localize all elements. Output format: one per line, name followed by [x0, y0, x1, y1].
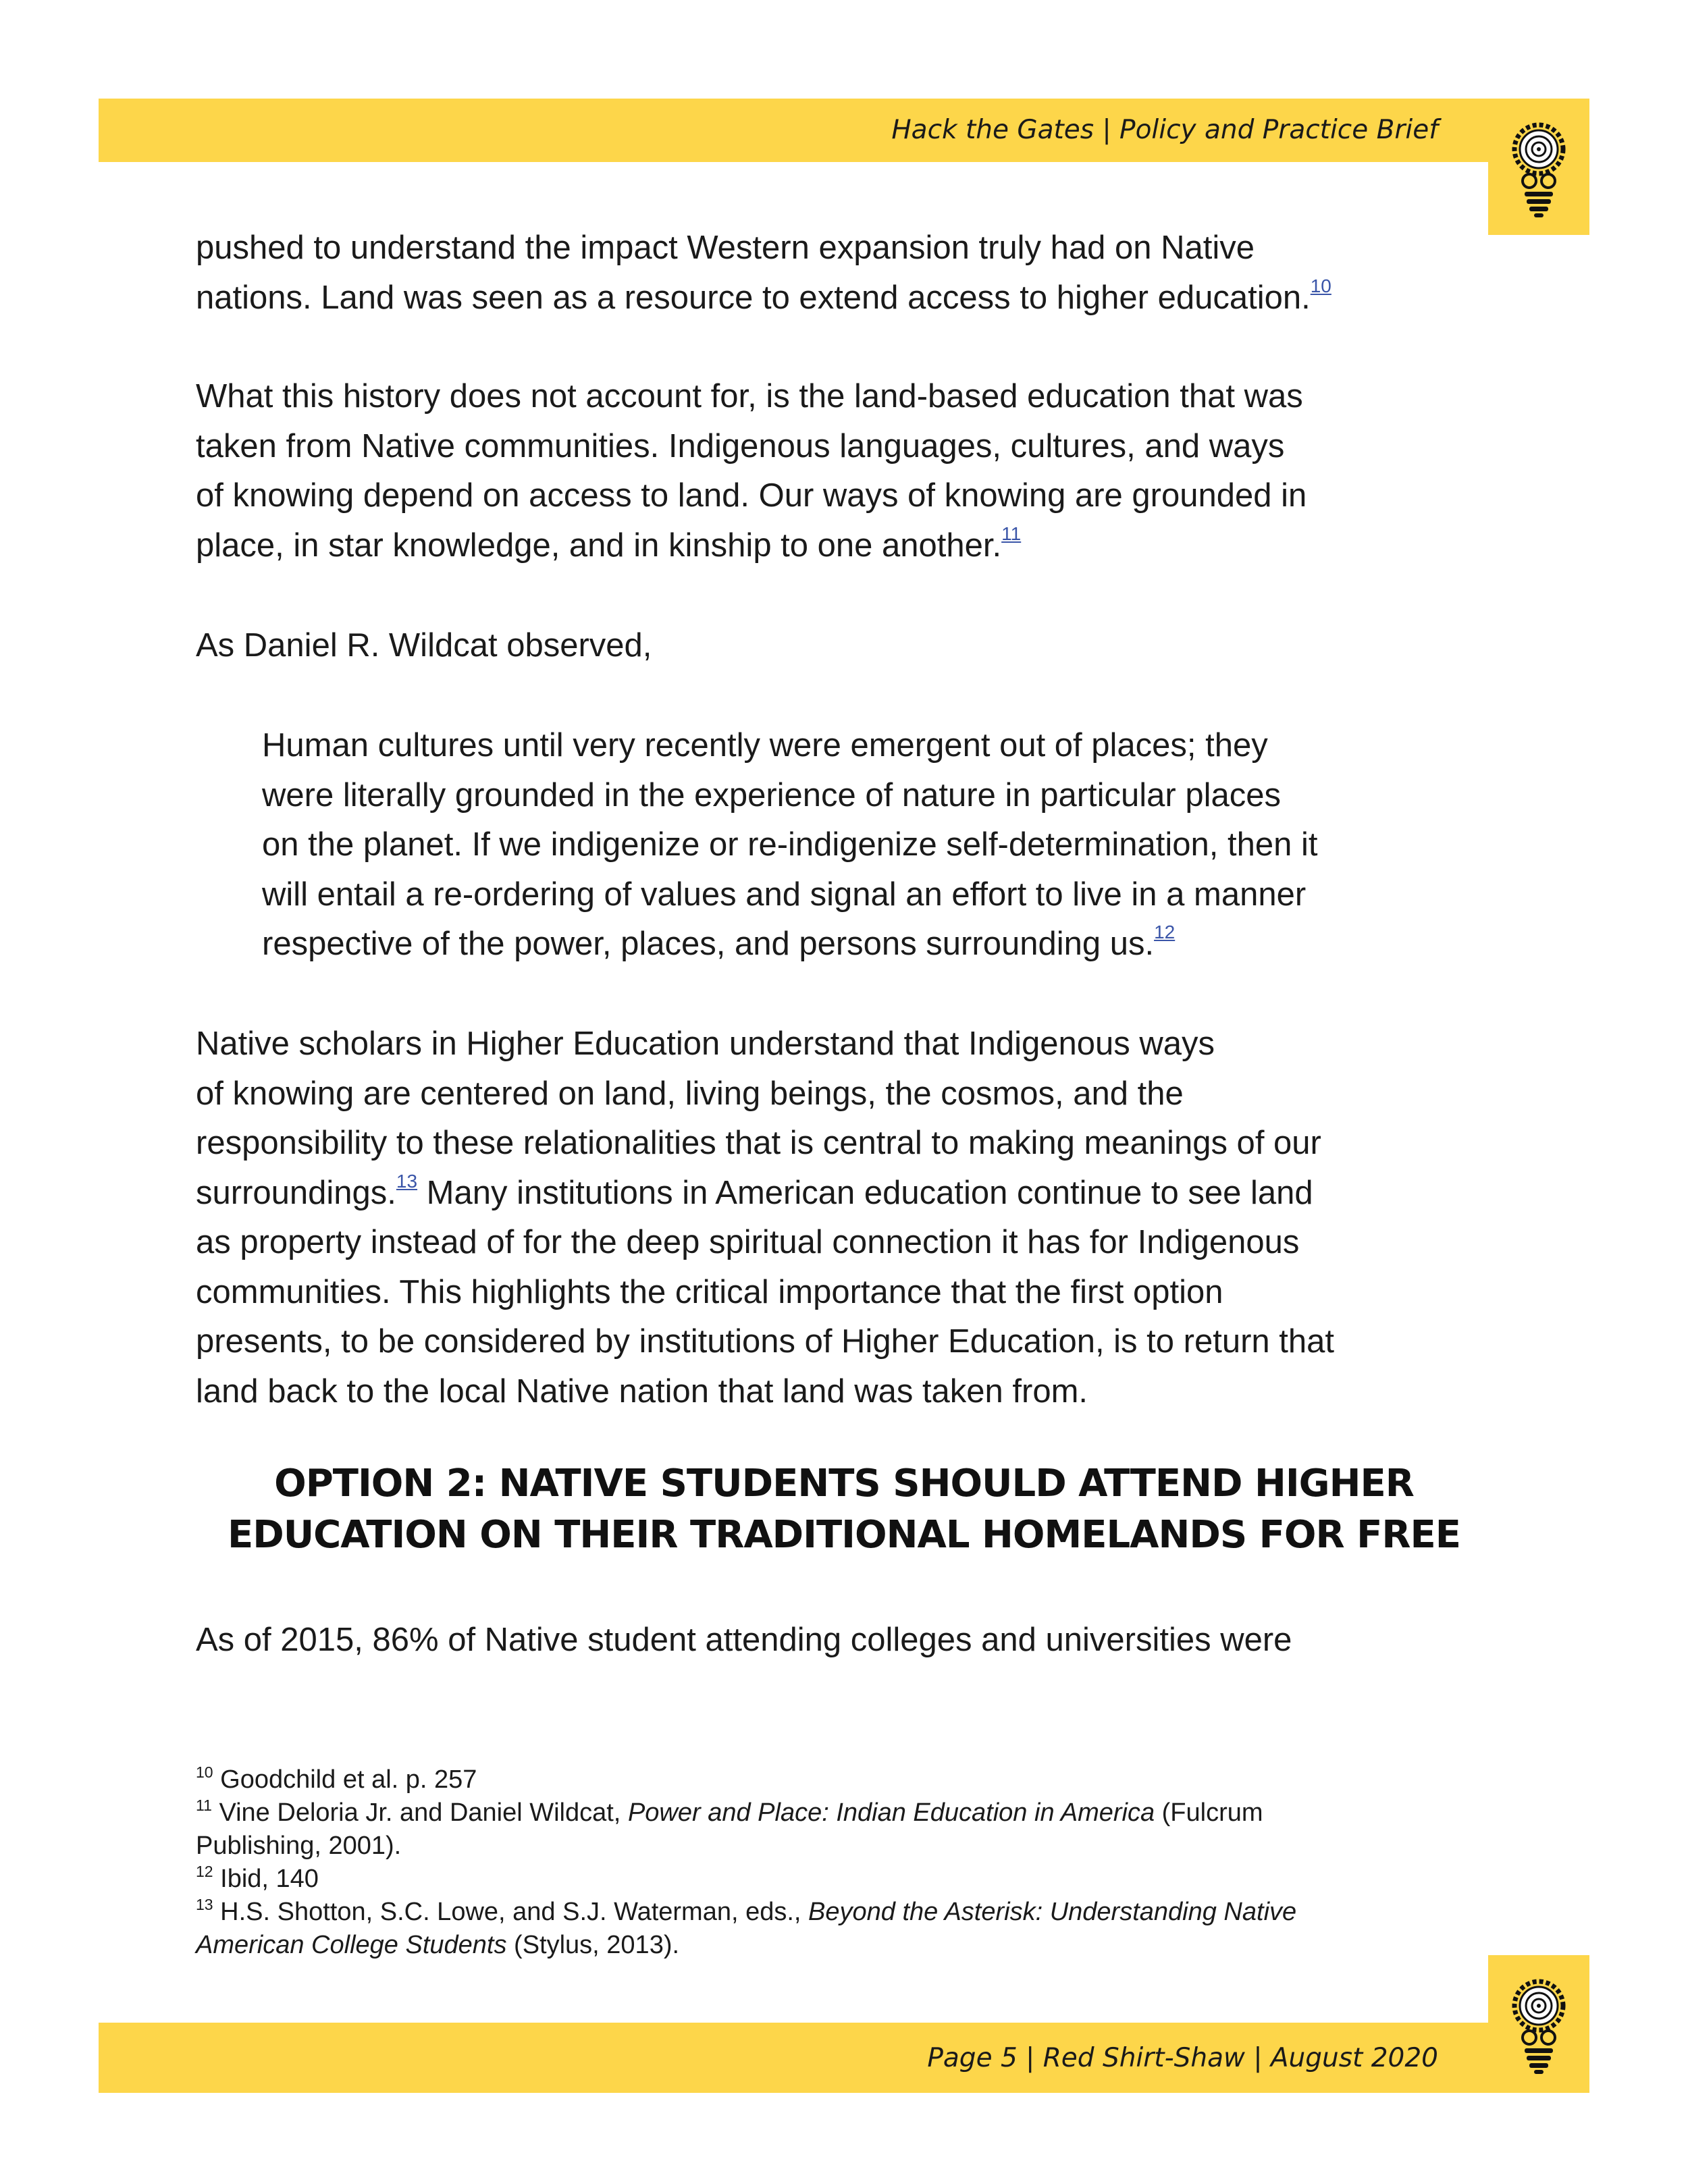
footnote-number: 12 [196, 1863, 213, 1880]
body-paragraph-4 [196, 1019, 1334, 1416]
footnote-text: Goodchild et al. p. 257 [213, 1765, 477, 1794]
body-line: communities. This highlights the critical importance that the first option [196, 1273, 1223, 1310]
body-line: place, in star knowledge, and in kinship to one another. [196, 527, 1002, 564]
footnote-ref-13[interactable]: 13 [396, 1170, 418, 1192]
body-line: Many institutions in American education continue to see land [417, 1174, 1313, 1211]
lightbulb-gear-icon [1508, 1975, 1569, 2077]
body-line: nations. Land was seen as a resource to extend access to higher education. [196, 279, 1311, 316]
running-header-title: Hack the Gates | Policy and Practice Brief [891, 115, 1438, 145]
footnote-11 [196, 1796, 1263, 1863]
footnote-ref-11[interactable]: 11 [1001, 523, 1022, 544]
footnote-10 [196, 1763, 477, 1796]
body-line: of knowing depend on access to land. Our ways of knowing are grounded in [196, 477, 1307, 514]
footnote-number: 11 [196, 1796, 212, 1814]
body-line: pushed to understand the impact Western expansion truly had on Native [196, 230, 1255, 266]
footnote-title: Power and Place: Indian Education in America [627, 1799, 1155, 1827]
body-paragraph-3: As Daniel R. Wildcat observed, [196, 627, 652, 664]
body-paragraph-1 [196, 223, 1331, 323]
footnote-title: American College Students [196, 1931, 507, 1959]
body-paragraph-2 [196, 372, 1307, 570]
footnote-12 [196, 1863, 319, 1896]
body-line: of knowing are centered on land, living beings, the cosmos, and the [196, 1075, 1184, 1112]
footnote-text: Publishing, 2001). [196, 1832, 402, 1860]
body-line: presents, to be considered by institutions of Higher Education, is to return that [196, 1323, 1335, 1360]
body-line: surroundings. [196, 1174, 396, 1211]
quote-line: Human cultures until very recently were emergent out of places; they [262, 727, 1268, 764]
footnote-13 [196, 1896, 1296, 1962]
footnote-text: (Stylus, 2013). [506, 1931, 680, 1959]
body-line: land back to the local Native nation that land was taken from. [196, 1373, 1088, 1410]
running-footer-text: Page 5 | Red Shirt-Shaw | August 2020 [927, 2043, 1438, 2073]
footnote-text: Ibid, 140 [213, 1865, 319, 1893]
footnote-text: Vine Deloria Jr. and Daniel Wildcat, [211, 1799, 628, 1827]
quote-line: respective of the power, places, and persons surrounding us. [262, 926, 1155, 962]
body-line: Native scholars in Higher Education understand that Indigenous ways [196, 1026, 1215, 1062]
heading-line: EDUCATION ON THEIR TRADITIONAL HOMELANDS FOR FREE [227, 1513, 1461, 1557]
footnote-text: H.S. Shotton, S.C. Lowe, and S.J. Waterman, eds., [213, 1898, 809, 1926]
quote-line: were literally grounded in the experience of nature in particular places [262, 776, 1281, 814]
block-quote [262, 721, 1317, 969]
footnote-number: 13 [196, 1896, 213, 1913]
footnote-ref-10[interactable]: 10 [1310, 275, 1331, 296]
footnote-ref-12[interactable]: 12 [1154, 922, 1176, 942]
footnote-number: 10 [196, 1763, 213, 1781]
body-paragraph-5: As of 2015, 86% of Native student attending colleges and universities were [196, 1622, 1292, 1658]
quote-line: on the planet. If we indigenize or re-indigenize self-determination, then it [262, 826, 1318, 863]
quote-line: will entail a re-ordering of values and signal an effort to live in a manner [262, 876, 1307, 913]
body-line: What this history does not account for, is the land-based education that was [196, 378, 1303, 415]
section-heading [135, 1458, 1553, 1561]
heading-line: OPTION 2: NATIVE STUDENTS SHOULD ATTEND HIGHER [274, 1462, 1414, 1506]
body-line: responsibility to these relationalities that is central to making meanings of our [196, 1125, 1321, 1161]
body-line: taken from Native communities. Indigenous languages, cultures, and ways [196, 427, 1285, 464]
footnote-text: (Fulcrum [1155, 1799, 1263, 1827]
lightbulb-gear-icon [1508, 119, 1569, 220]
footnote-title: Beyond the Asterisk: Understanding Native [808, 1898, 1297, 1926]
body-line: as property instead of for the deep spiritual connection it has for Indigenous [196, 1224, 1300, 1260]
